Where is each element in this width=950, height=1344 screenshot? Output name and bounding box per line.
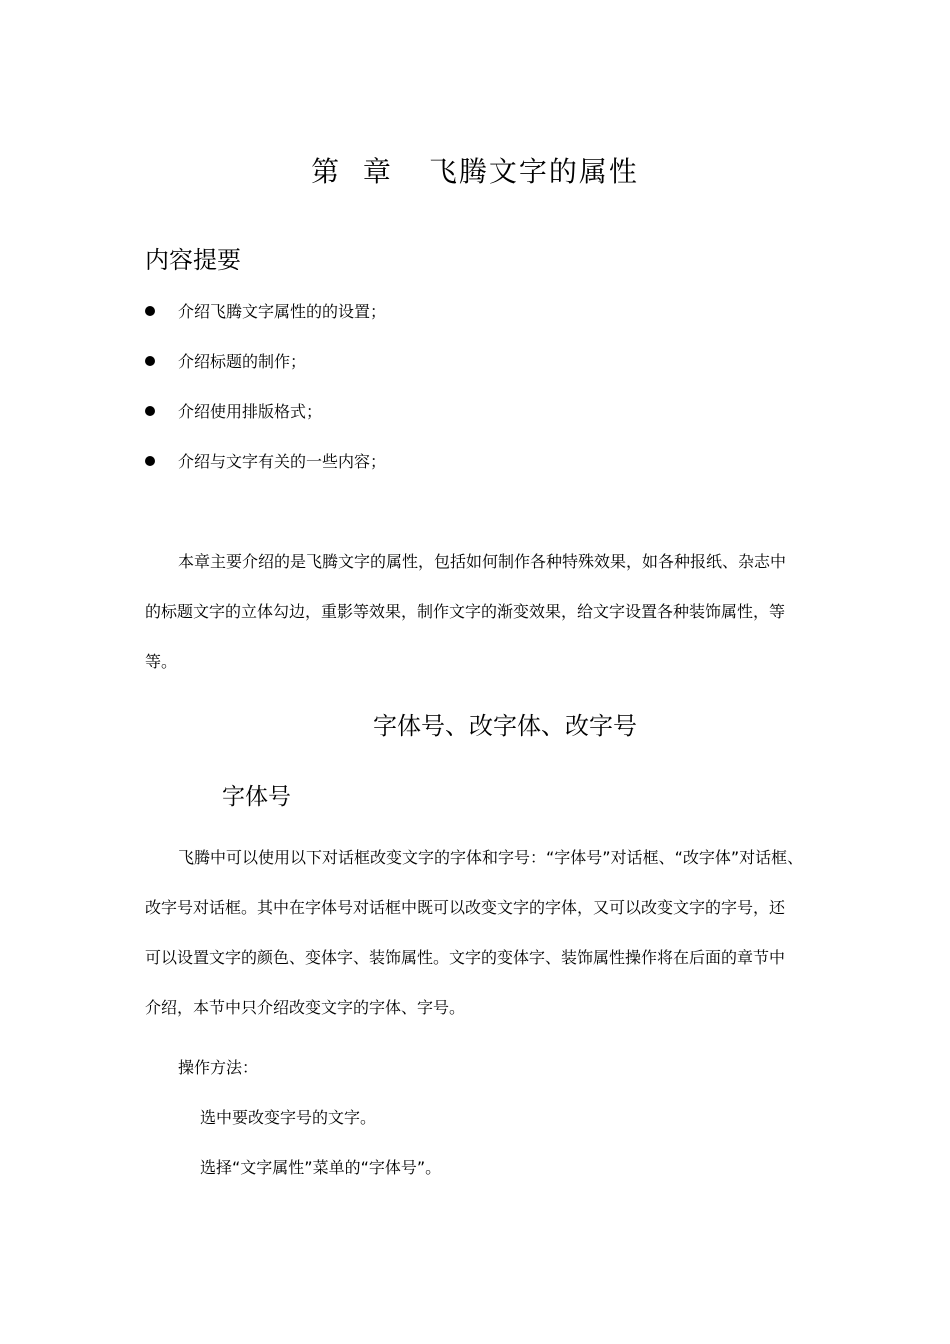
summary-item-text: 介绍使用排版格式；	[178, 402, 323, 421]
intro-line: 本章主要介绍的是飞腾文字的属性，包括如何制作各种特殊效果，如各种报纸、杂志中	[178, 552, 787, 571]
step-item: 选择“文字属性”菜单的“字体号”。	[200, 1158, 442, 1177]
summary-heading: 内容提要	[145, 246, 241, 274]
chapter-number-label: 第 章	[311, 155, 393, 188]
intro-line: 等。	[145, 652, 178, 671]
bullet-icon	[145, 406, 155, 416]
summary-item	[145, 300, 386, 324]
intro-line: 的标题文字的立体勾边，重影等效果，制作文字的渐变效果，给文字设置各种装饰属性，等	[145, 602, 786, 621]
section-line: 改字号对话框。其中在字体号对话框中既可以改变文字的字体，又可以改变文字的字号，还	[145, 898, 786, 917]
subsection-heading: 字体号	[222, 784, 291, 810]
bullet-icon	[145, 306, 155, 316]
chapter-title	[0, 150, 950, 190]
bullet-icon	[145, 456, 155, 466]
section-line: 可以设置文字的颜色、变体字、装饰属性。文字的变体字、装饰属性操作将在后面的章节中	[145, 948, 786, 967]
chapter-title-text: 飞腾文字的属性	[428, 155, 639, 188]
summary-item-text: 介绍与文字有关的一些内容；	[178, 452, 387, 471]
summary-item	[145, 350, 306, 374]
step-item: 选中要改变字号的文字。	[200, 1108, 377, 1127]
section-heading: 字体号、改字体、改字号	[373, 712, 637, 740]
method-label: 操作方法：	[178, 1058, 259, 1077]
bullet-icon	[145, 356, 155, 366]
summary-item	[145, 400, 322, 424]
section-line: 介绍，本节中只介绍改变文字的字体、字号。	[145, 998, 466, 1017]
summary-item	[145, 450, 386, 474]
summary-item-text: 介绍标题的制作；	[178, 352, 307, 371]
summary-item-text: 介绍飞腾文字属性的的设置；	[178, 302, 387, 321]
section-line: 飞腾中可以使用以下对话框改变文字的字体和字号：“字体号”对话框、“改字体”对话框、	[178, 848, 804, 867]
